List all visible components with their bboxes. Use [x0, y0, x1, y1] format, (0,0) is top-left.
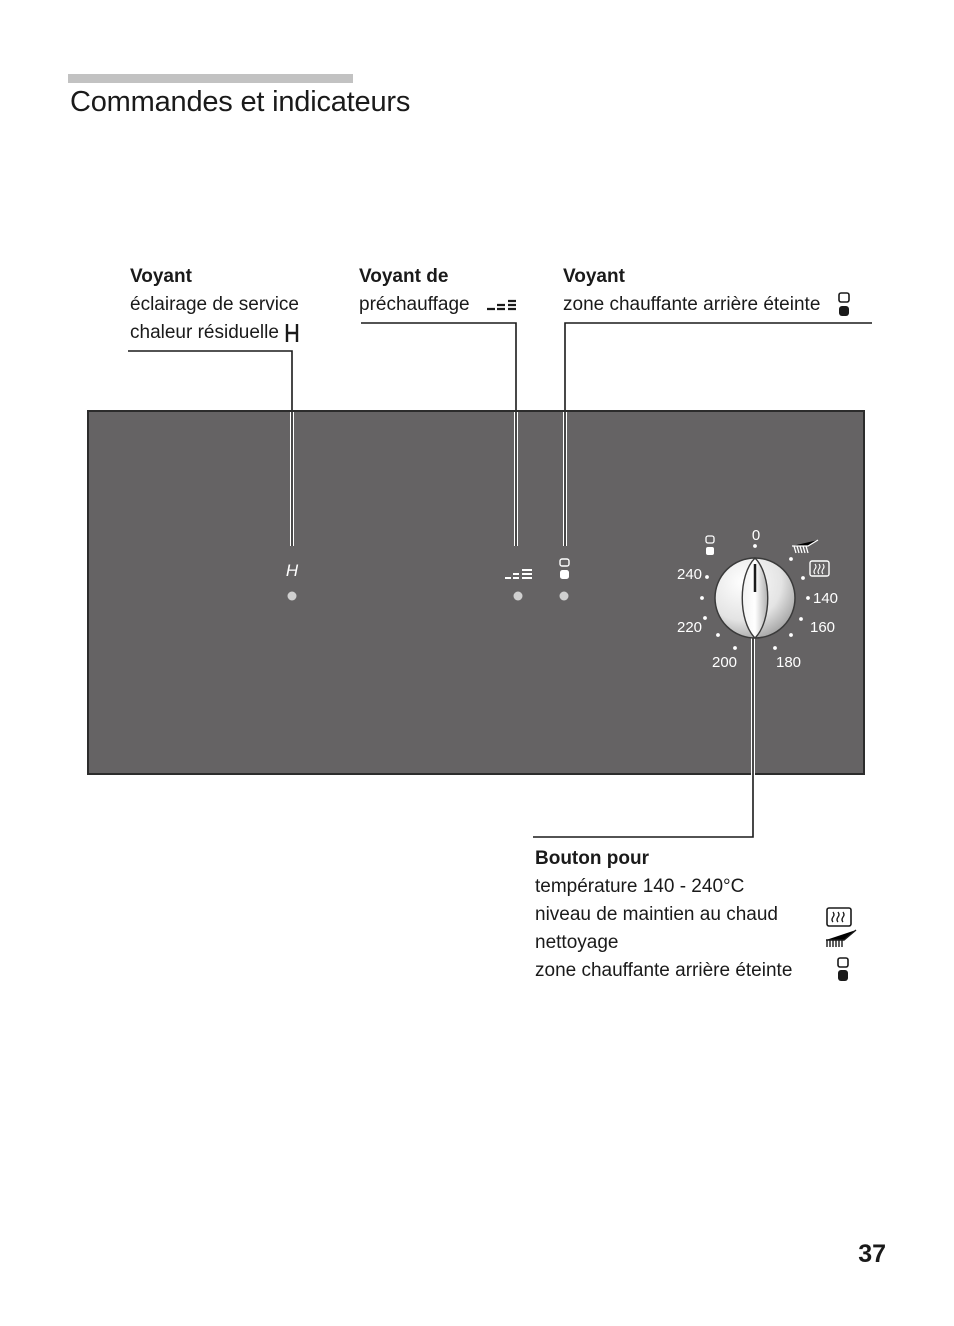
label-rear-zone-text: zone chauffante arrière éteinte: [563, 294, 821, 316]
dial-keep-warm-icon: [810, 561, 829, 576]
panel-preheat-icon: [505, 570, 532, 578]
label-preheat-heading: Voyant de: [359, 266, 449, 287]
keep-warm-icon: [827, 908, 851, 926]
knob-label-icons: [822, 904, 860, 986]
label-service-light-heading: Voyant: [130, 266, 192, 287]
dial-mark-240: 240: [677, 566, 703, 583]
dial-mark-0: 0: [751, 527, 761, 544]
dial-mark-220: 220: [677, 619, 703, 636]
label-knob-heading: Bouton pour: [535, 848, 649, 869]
rear-zone-light: [560, 592, 569, 601]
label-rear-zone-heading: Voyant: [563, 266, 625, 287]
label-knob-line-rear-zone: zone chauffante arrière éteinte: [535, 960, 793, 981]
label-knob-line-keep-warm: niveau de maintien au chaud: [535, 904, 778, 925]
page-number: 37: [858, 1240, 886, 1268]
dial-mark-180: 180: [776, 654, 802, 671]
cleaning-icon: [826, 930, 856, 947]
residual-heat-light: [288, 592, 297, 601]
dial-mark-160: 160: [810, 619, 836, 636]
panel-rear-zone-icon: [560, 559, 569, 579]
page-title: Commandes et indicateurs: [70, 86, 411, 118]
label-knob-line-cleaning: nettoyage: [535, 932, 619, 953]
label-service-light-line: éclairage de service: [130, 294, 299, 315]
preheat-light: [514, 592, 523, 601]
rear-zone-off-icon: [838, 958, 848, 981]
dial-rear-zone-icon: [706, 536, 714, 555]
panel-h-symbol: H: [285, 561, 299, 580]
dial-mark-200: 200: [712, 654, 738, 671]
label-knob: [535, 845, 792, 985]
label-preheat-text: préchauffage: [359, 294, 470, 315]
label-residual-heat-text: chaleur résiduelle: [130, 322, 279, 343]
dial-cleaning-icon: [792, 540, 818, 553]
dial-mark-140: 140: [813, 590, 839, 607]
label-knob-line-temperature: température 140 - 240°C: [535, 876, 745, 897]
temperature-knob[interactable]: [715, 558, 795, 638]
